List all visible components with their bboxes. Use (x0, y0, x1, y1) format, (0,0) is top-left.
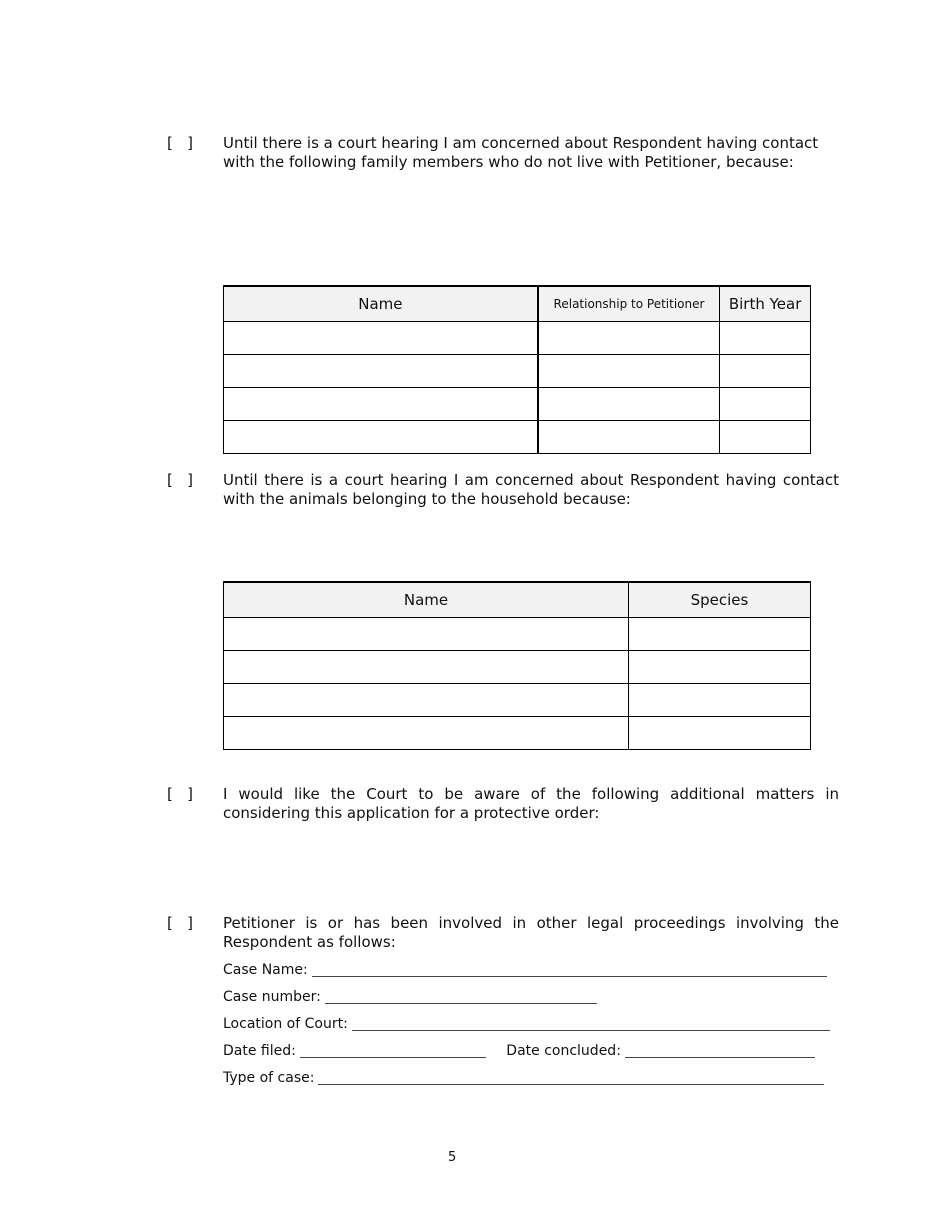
family-contact-checkbox[interactable]: [ ] (167, 134, 194, 152)
family-relationship-cell[interactable] (538, 322, 720, 355)
table-row (224, 651, 811, 684)
animals-table (223, 581, 811, 750)
legal-proceedings-fields (223, 957, 830, 1092)
family-name-cell[interactable] (224, 322, 538, 355)
additional-matters-checkbox[interactable]: [ ] (167, 785, 194, 803)
table-row (224, 421, 811, 454)
header-animal-name: Name (224, 582, 629, 618)
legal-proceedings-section (167, 914, 839, 952)
animal-species-cell[interactable] (629, 717, 811, 750)
table-row (224, 355, 811, 388)
family-contact-text: Until there is a court hearing I am concerned about Respondent having contact with the following family members who do not live with Petitioner, because: (223, 134, 819, 171)
table-row (224, 618, 811, 651)
table-row (224, 717, 811, 750)
animal-name-cell[interactable] (224, 618, 629, 651)
table-row (224, 388, 811, 421)
date-filed-field[interactable] (300, 1043, 486, 1058)
animals-contact-section (167, 471, 839, 509)
family-relationship-cell[interactable] (538, 355, 720, 388)
additional-matters-text: I would like the Court to be aware of the following additional matters in considering this application for a protective order: (223, 785, 839, 822)
animal-species-cell[interactable] (629, 684, 811, 717)
header-birth-year: Birth Year (720, 286, 811, 322)
family-birth-year-cell[interactable] (720, 355, 811, 388)
type-of-case-field[interactable] (318, 1070, 824, 1085)
family-name-cell[interactable] (224, 355, 538, 388)
additional-matters-section (167, 785, 839, 823)
table-row (224, 322, 811, 355)
dates-line (223, 1038, 830, 1065)
case-name-line (223, 957, 830, 984)
case-name-field[interactable] (312, 962, 827, 977)
location-line (223, 1011, 830, 1038)
family-name-cell[interactable] (224, 388, 538, 421)
animal-name-cell[interactable] (224, 651, 629, 684)
table-header-row (224, 582, 811, 618)
family-members-table (223, 285, 811, 454)
type-of-case-label: Type of case: (223, 1070, 315, 1086)
legal-proceedings-text: Petitioner is or has been involved in other legal proceedings involving the Respondent as follows: (223, 914, 839, 951)
animal-name-cell[interactable] (224, 684, 629, 717)
table-header-row (224, 286, 811, 322)
case-number-label: Case number: (223, 989, 321, 1005)
type-of-case-line (223, 1065, 830, 1092)
date-concluded-label: Date concluded: (506, 1043, 621, 1059)
location-label: Location of Court: (223, 1016, 348, 1032)
case-name-label: Case Name: (223, 962, 308, 978)
page-number: 5 (448, 1150, 457, 1165)
header-species: Species (629, 582, 811, 618)
family-relationship-cell[interactable] (538, 388, 720, 421)
animal-species-cell[interactable] (629, 618, 811, 651)
animals-contact-checkbox[interactable]: [ ] (167, 471, 194, 489)
header-name: Name (224, 286, 538, 322)
family-birth-year-cell[interactable] (720, 322, 811, 355)
location-field[interactable] (352, 1016, 830, 1031)
family-birth-year-cell[interactable] (720, 421, 811, 454)
animal-name-cell[interactable] (224, 717, 629, 750)
family-contact-section (167, 134, 839, 172)
header-relationship: Relationship to Petitioner (538, 286, 720, 322)
date-filed-label: Date filed: (223, 1043, 296, 1059)
family-relationship-cell[interactable] (538, 421, 720, 454)
animal-species-cell[interactable] (629, 651, 811, 684)
date-concluded-field[interactable] (625, 1043, 815, 1058)
animals-contact-text: Until there is a court hearing I am concerned about Respondent having contact with the animals belonging to the household because: (223, 471, 839, 508)
case-number-field[interactable] (325, 989, 597, 1004)
family-birth-year-cell[interactable] (720, 388, 811, 421)
legal-proceedings-checkbox[interactable]: [ ] (167, 914, 194, 932)
family-name-cell[interactable] (224, 421, 538, 454)
table-row (224, 684, 811, 717)
case-number-line (223, 984, 830, 1011)
